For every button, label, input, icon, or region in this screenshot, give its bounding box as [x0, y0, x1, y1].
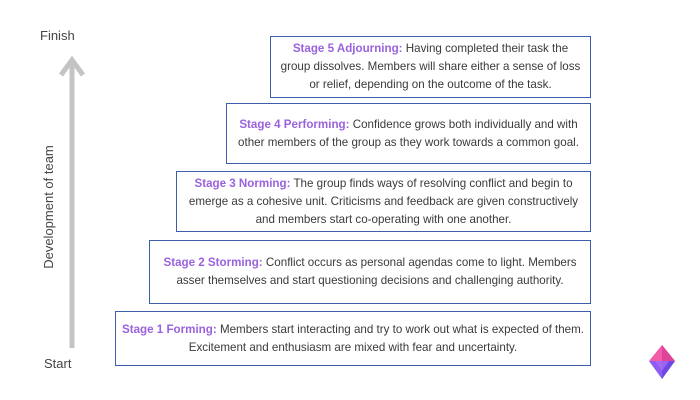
stage-4-text: Confidence grows both individually and with other members of the group as they work towards a common goal.: [238, 117, 579, 149]
development-axis-label: Development of team: [41, 145, 56, 269]
stage-4-box: [226, 103, 591, 164]
stage-5-content: [277, 40, 584, 94]
stage-1-box: [115, 311, 591, 366]
stage-3-title: Stage 3 Norming:: [194, 176, 291, 190]
stage-2-box: [149, 240, 591, 304]
stage-1-text: Members start interacting and try to work out what is expected of them. Excitement and enthusiasm are mixed with fear and uncertainty.: [188, 322, 585, 354]
start-label: Start: [44, 356, 72, 371]
stage-3-box: [176, 171, 591, 232]
stage-3-content: [183, 175, 584, 229]
stage-5-box: [270, 36, 591, 98]
stage-5-title: Stage 5 Adjourning:: [292, 42, 403, 55]
stage-4-content: [233, 116, 584, 152]
stage-4-title: Stage 4 Performing:: [239, 117, 350, 131]
stage-3-text: The group finds ways of resolving conflict and begin to emerge as a cohesive unit. Criticisms and feedback are given constructively and members start co-operating with one another.: [188, 176, 579, 226]
stage-1-content: [122, 321, 584, 357]
stage-2-content: [156, 254, 584, 290]
crystal-logo-icon: [648, 344, 676, 380]
stage-5-text: Having completed their task the group dissolves. Members will share either a sense of loss or relief, depending on the outcome of the task.: [280, 42, 581, 91]
stage-2-title: Stage 2 Storming:: [163, 256, 263, 269]
stage-2-text: Conflict occurs as personal agendas come to light. Members asser themselves and start questioning decisions and challenging authority.: [176, 256, 577, 287]
finish-label: Finish: [40, 28, 75, 43]
up-arrow-icon: [58, 52, 88, 352]
stage-1-title: Stage 1 Forming:: [122, 322, 217, 336]
